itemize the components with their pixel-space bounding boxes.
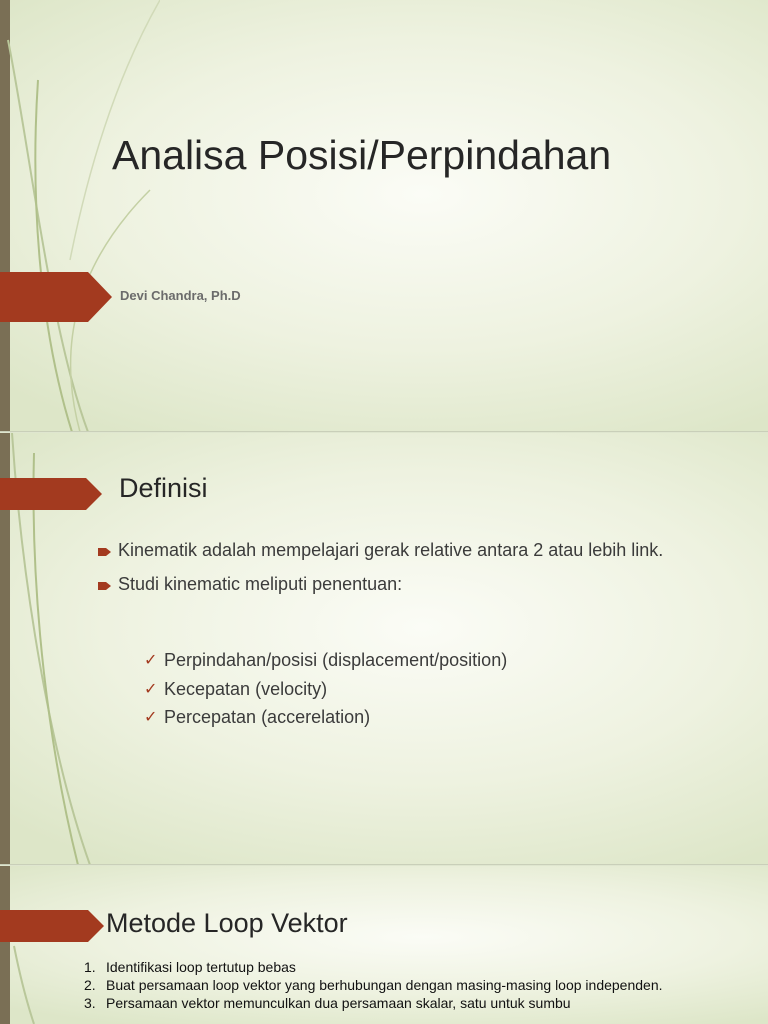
item-number: 1. <box>84 959 96 975</box>
list-item <box>84 994 684 1012</box>
bullet-text: Kinematik adalah mempelajari gerak relative antara 2 atau lebih link. <box>118 540 664 560</box>
slide-definisi <box>0 433 768 865</box>
check-icon: ✓ <box>144 707 158 726</box>
check-icon: ✓ <box>144 650 158 669</box>
heading-accent-tag <box>0 910 104 942</box>
title-accent-tag <box>0 272 112 322</box>
author-name: Devi Chandra, Ph.D <box>120 288 241 303</box>
slide-heading: Definisi <box>119 473 208 503</box>
check-item <box>144 646 664 675</box>
slide-title <box>0 0 768 432</box>
slide-title-text: Analisa Posisi/Perpindahan <box>112 132 612 178</box>
item-number: 2. <box>84 977 96 993</box>
decorative-curves <box>0 866 60 1024</box>
numbered-list <box>84 958 684 1012</box>
bullet-item <box>98 539 698 562</box>
slide-divider <box>0 864 768 865</box>
arrow-bullet-icon <box>98 581 112 591</box>
item-text: Identifikasi loop tertutup bebas <box>106 959 296 975</box>
arrow-bullet-icon <box>98 547 112 557</box>
slide-metode-loop-vektor <box>0 866 768 1024</box>
list-item <box>84 976 684 994</box>
check-list <box>144 646 664 732</box>
list-item <box>84 958 684 976</box>
check-icon: ✓ <box>144 678 158 698</box>
item-number: 3. <box>84 995 96 1011</box>
check-text: Kecepatan (velocity) <box>164 678 328 699</box>
check-text: Perpindahan/posisi (displacement/position) <box>164 650 508 670</box>
check-text: Percepatan (accerelation) <box>164 707 371 727</box>
heading-accent-tag <box>0 478 102 510</box>
bullet-list <box>98 539 698 607</box>
slide-heading: Metode Loop Vektor <box>106 908 348 938</box>
check-item <box>144 703 664 732</box>
bullet-item <box>98 573 698 596</box>
slide-divider <box>0 431 768 432</box>
decorative-curves <box>0 0 160 432</box>
item-text: Persamaan vektor memunculkan dua persamaan skalar, satu untuk sumbu <box>106 995 571 1011</box>
bullet-text: Studi kinematic meliputi penentuan: <box>118 574 403 594</box>
item-text: Buat persamaan loop vektor yang berhubungan dengan masing-masing loop independen. <box>106 977 663 993</box>
check-item <box>144 675 664 704</box>
